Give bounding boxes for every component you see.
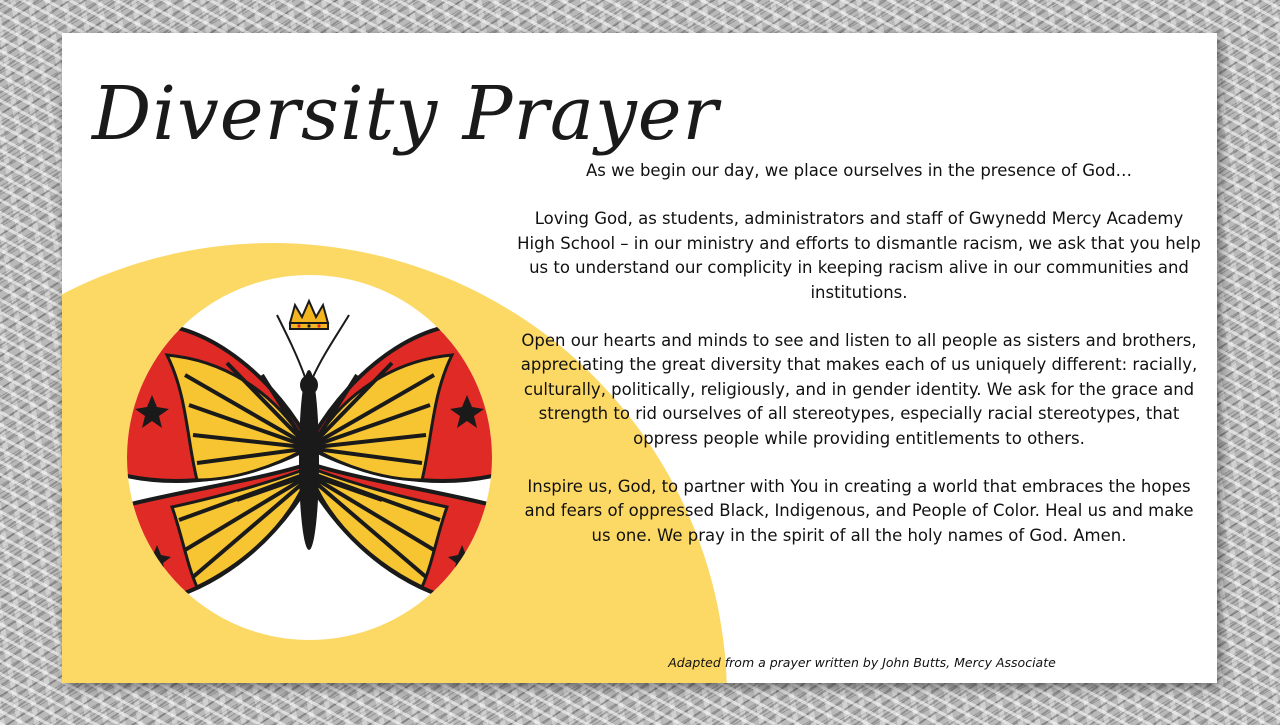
crown-icon <box>290 301 328 329</box>
butterfly-icon <box>127 315 492 605</box>
attribution-credit: Adapted from a prayer written by John Butts, Mercy Associate <box>668 655 1056 670</box>
butterfly-medallion <box>127 275 492 640</box>
opening-line: As we begin our day, we place ourselves in the presence of God… <box>585 161 1133 180</box>
prayer-paragraph-3: Inspire us, God, to partner with You in creating a world that embraces the hopes and fears of oppressed Black, Indigenous, and People of Color. Heal us and make us one. We pray in the spirit of all the holy names of God. Amen. <box>524 477 1194 545</box>
prayer-paragraph-1: Loving God, as students, administrators and staff of Gwynedd Mercy Academy High School – in our ministry and efforts to dismantle racism, we ask that you help us to understand our complicity in keeping racism alive in our communities and institutions. <box>517 209 1201 302</box>
prayer-card <box>62 33 1217 683</box>
butterfly-image <box>127 275 492 640</box>
prayer-text <box>514 159 1204 548</box>
page-title: Diversity Prayer <box>92 71 719 157</box>
prayer-paragraph-2: Open our hearts and minds to see and listen to all people as sisters and brothers, appreciating the great diversity that makes each of us uniquely different: racially, culturally, politically, religiously, and in gender identity. We ask for the grace and strength to rid ourselves of all stereotypes, especially racial stereotypes, that oppress people while providing entitlements to others. <box>520 331 1198 448</box>
